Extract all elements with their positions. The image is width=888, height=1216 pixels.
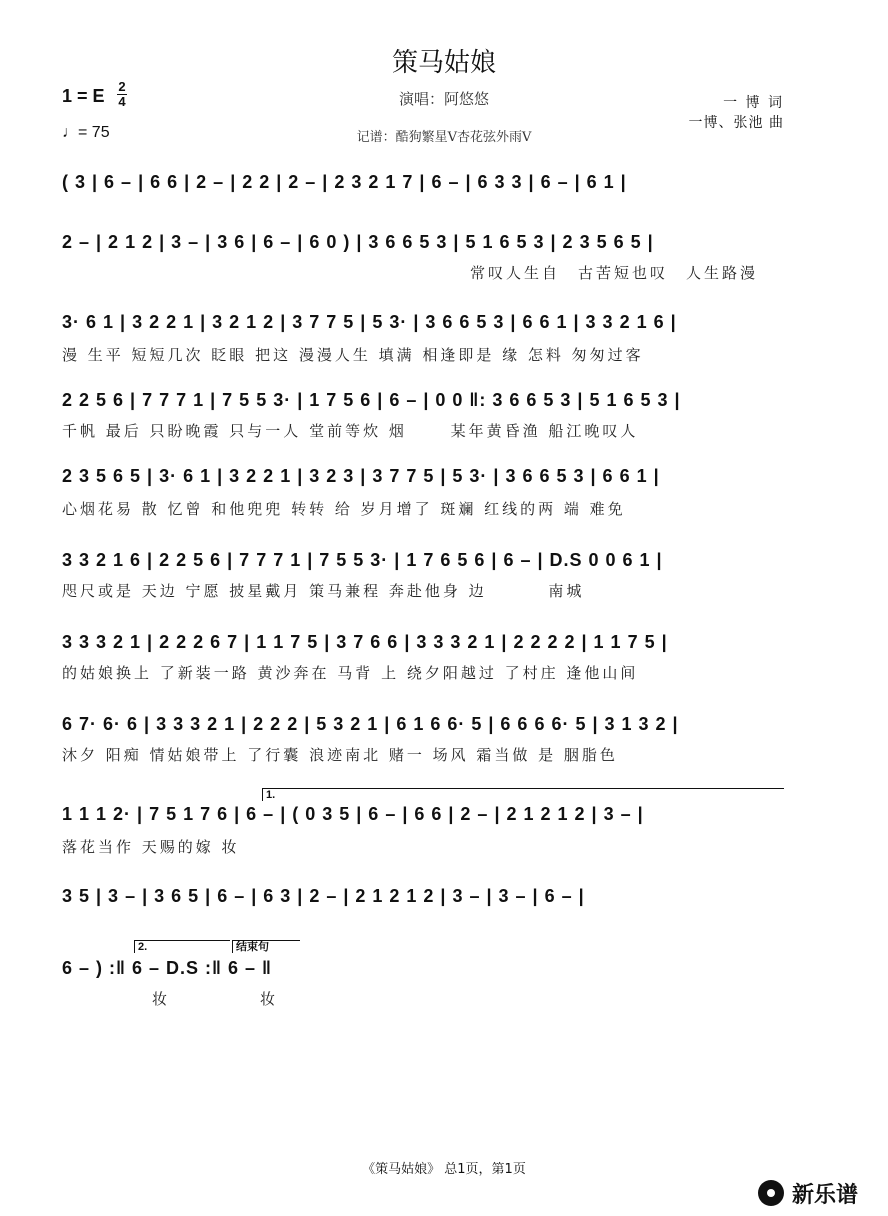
- vinyl-disc-icon: [758, 1180, 784, 1206]
- lyrics: 心烟花易 散 忆曾 和他兜兜 转转 给 岁月增了 斑斓 红线的两 端 难免: [62, 500, 626, 518]
- tempo-marking: ♩= 75: [62, 124, 110, 141]
- lyrics: 咫尺或是 天边 宁愿 披星戴月 策马兼程 奔赴他身 边 南城: [62, 582, 585, 600]
- notation: 1 1 1 2· | 7 5 1 7 6 | 6 – | ( 0 3 5 | 6 – | 6 6 | 2 – | 2 1 2 1 2 | 3 – |: [62, 804, 644, 824]
- notation: 3 3 2 1 6 | 2 2 5 6 | 7 7 7 1 | 7 5 5 3· | 1 7 6 5 6 | 6 – | D.S 0 0 6 1 |: [62, 550, 663, 570]
- song-title: 策马姑娘: [391, 48, 496, 78]
- singer-credit: 演唱：阿悠悠: [398, 90, 489, 108]
- meter-bottom: 4: [118, 94, 126, 109]
- notation: ( 3 | 6 – | 6 6 | 2 – | 2 2 | 2 – | 2 3 2 1 7 | 6 – | 6 3 3 | 6 – | 6 1 |: [62, 172, 627, 192]
- notation: 2 2 5 6 | 7 7 7 1 | 7 5 5 3· | 1 7 5 6 | 6 – | 0 0 ‖: 3 6 6 5 3 | 5 1 6 5 3 |: [62, 390, 681, 410]
- notation: 2 – | 2 1 2 | 3 – | 3 6 | 6 – | 6 0 ) | 3 6 6 5 3 | 5 1 6 5 3 | 2 3 5 6 5 |: [62, 232, 654, 252]
- notation: 6 7· 6· 6 | 3 3 3 2 1 | 2 2 2 | 5 3 2 1 | 6 1 6 6· 5 | 6 6 6 6· 5 | 3 1 3 2 |: [62, 714, 679, 734]
- brand-logo: [758, 1178, 876, 1208]
- notation: 2 3 5 6 5 | 3· 6 1 | 3 2 2 1 | 3 2 3 | 3 7 7 5 | 5 3· | 3 6 6 5 3 | 6 6 1 |: [62, 466, 660, 486]
- second-ending-bracket: 2.: [134, 940, 230, 953]
- coda-bracket: 结束句: [232, 940, 300, 953]
- composer-credit: 一博、张池 曲: [688, 115, 784, 131]
- lyrics: 妆 妆: [62, 990, 279, 1008]
- meter-top: 2: [118, 79, 126, 94]
- first-ending-bracket: 1.: [262, 788, 784, 801]
- lyrics: 常叹人生自 古苦短也叹 人生路漫: [470, 264, 759, 282]
- lyrics: 沐夕 阳痴 情姑娘带上 了行囊 浪迹南北 赌一 场风 霜当做 是 胭脂色: [62, 746, 618, 764]
- lyrics: 落花当作 天赐的嫁 妆: [62, 838, 240, 856]
- notation: 6 – ) :‖ 6 – D.S :‖ 6 – ‖: [62, 958, 272, 978]
- lyrics: 漫 生平 短短几次 眨眼 把这 漫漫人生 填满 相逢即是 缘 怎料 匆匆过客: [62, 346, 644, 364]
- key-signature: 1 = E: [62, 86, 105, 106]
- page-footer: 《策马姑娘》 总1页，第1页: [362, 1162, 526, 1177]
- notation: 3· 6 1 | 3 2 2 1 | 3 2 1 2 | 3 7 7 5 | 5 3· | 3 6 6 5 3 | 6 6 1 | 3 3 2 1 6 |: [62, 312, 677, 332]
- notation: 3 5 | 3 – | 3 6 5 | 6 – | 6 3 | 2 – | 2 1 2 1 2 | 3 – | 3 – | 6 – |: [62, 886, 585, 906]
- notator-credit: 记谱：酷狗繁星V杏花弦外雨V: [356, 130, 532, 145]
- brand-name: 新乐谱: [792, 1183, 859, 1208]
- lyrics: 千帆 最后 只盼晚霞 只与一人 堂前等炊 烟 某年黄昏渔 船江晚叹人: [62, 422, 639, 440]
- lyrics: 的姑娘换上 了新装一路 黄沙奔在 马背 上 绕夕阳越过 了村庄 逢他山间: [62, 664, 639, 682]
- lyricist-credit: 一 博 词: [723, 95, 784, 111]
- time-signature: [116, 80, 128, 109]
- notation: 3 3 3 2 1 | 2 2 2 6 7 | 1 1 7 5 | 3 7 6 6 | 3 3 3 2 1 | 2 2 2 2 | 1 1 7 5 |: [62, 632, 668, 652]
